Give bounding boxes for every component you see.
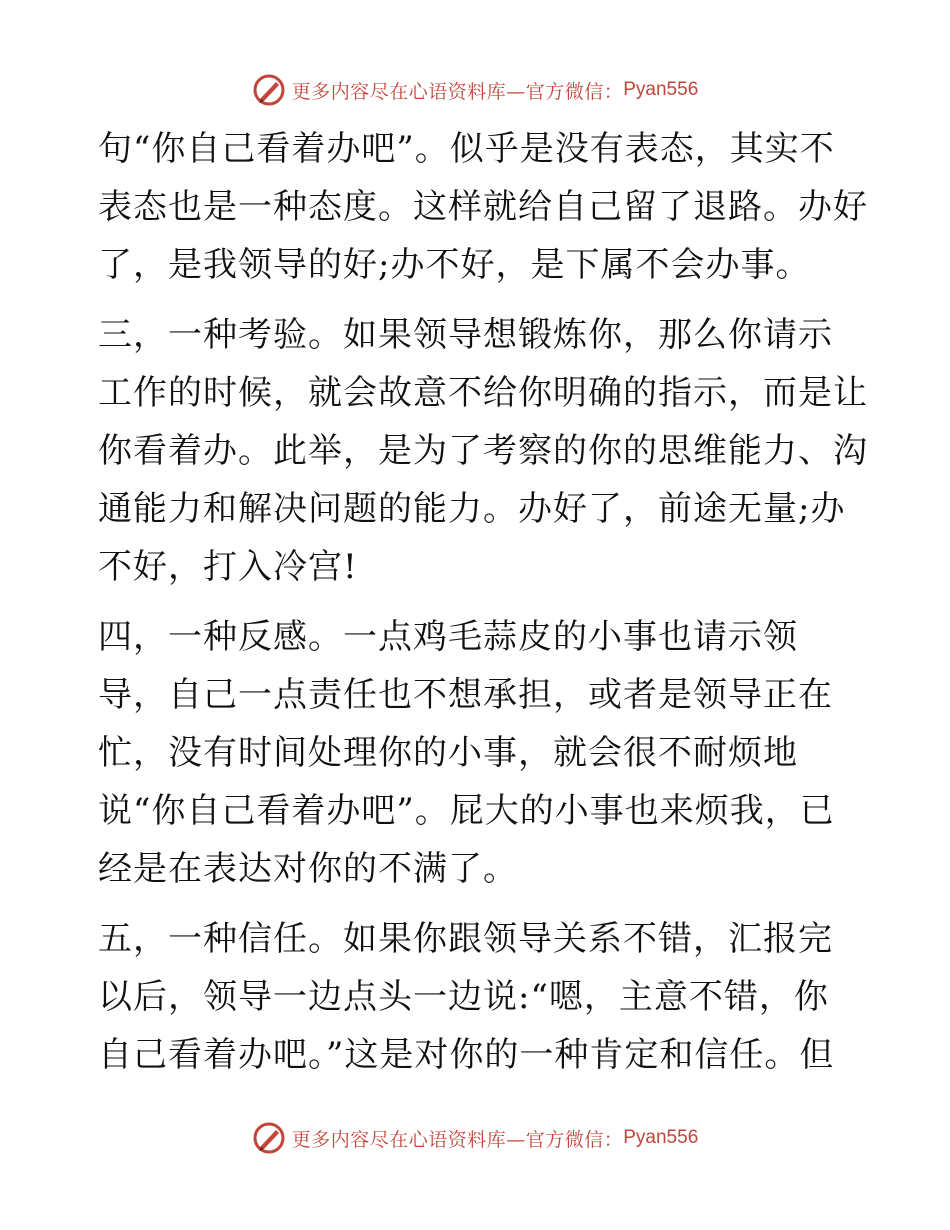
header-banner: [0, 70, 950, 110]
text-line: 五，一种信任。如果你跟领导关系不错，汇报完: [98, 919, 833, 959]
text-line: 了，是我领导的好;办不好，是下属不会办事。: [98, 245, 811, 285]
footer-banner-contact: Pyan556: [623, 1127, 699, 1148]
text-line: 导，自己一点责任也不想承担，或者是领导正在: [98, 675, 833, 715]
footer-banner-text: 更多内容尽在心语资料库—官方微信：: [291, 1128, 624, 1151]
text-line: 工作的时候，就会故意不给你明确的指示，而是让: [98, 373, 868, 413]
text-line: 句“你自己看着办吧”。似乎是没有表态，其实不: [98, 129, 835, 169]
pen-logo-icon: [252, 1121, 286, 1155]
text-line: 表态也是一种态度。这样就给自己留了退路。办好: [98, 187, 868, 227]
text-line: 四，一种反感。一点鸡毛蒜皮的小事也请示领: [98, 617, 798, 657]
text-line: 忙，没有时间处理你的小事，就会很不耐烦地: [98, 733, 798, 773]
paragraph-4: [98, 910, 858, 1084]
text-line: 经是在表达对你的不满了。: [98, 849, 518, 889]
footer-banner: [0, 1118, 950, 1158]
header-banner-text: 更多内容尽在心语资料库—官方微信：: [291, 80, 624, 103]
text-line: 你看着办。此举，是为了考察的你的思维能力、沟: [98, 431, 868, 471]
text-line: 以后，领导一边点头一边说:“嗯，主意不错，你: [98, 977, 829, 1017]
paragraph-1: [98, 120, 868, 294]
text-line: 说“你自己看着办吧”。屁大的小事也来烦我，已: [98, 791, 835, 831]
text-line: 通能力和解决问题的能力。办好了，前途无量;办: [98, 489, 846, 529]
paragraph-3: [98, 608, 858, 898]
paragraph-2: [98, 306, 868, 596]
text-line: 自己看着办吧。”这是对你的一种肯定和信任。但: [98, 1035, 835, 1075]
header-banner-contact: Pyan556: [623, 79, 699, 100]
pen-logo-icon: [252, 73, 286, 107]
text-line: 不好，打入冷宫!: [98, 547, 358, 587]
text-line: 三，一种考验。如果领导想锻炼你，那么你请示: [98, 315, 833, 355]
document-body: [98, 120, 868, 1096]
